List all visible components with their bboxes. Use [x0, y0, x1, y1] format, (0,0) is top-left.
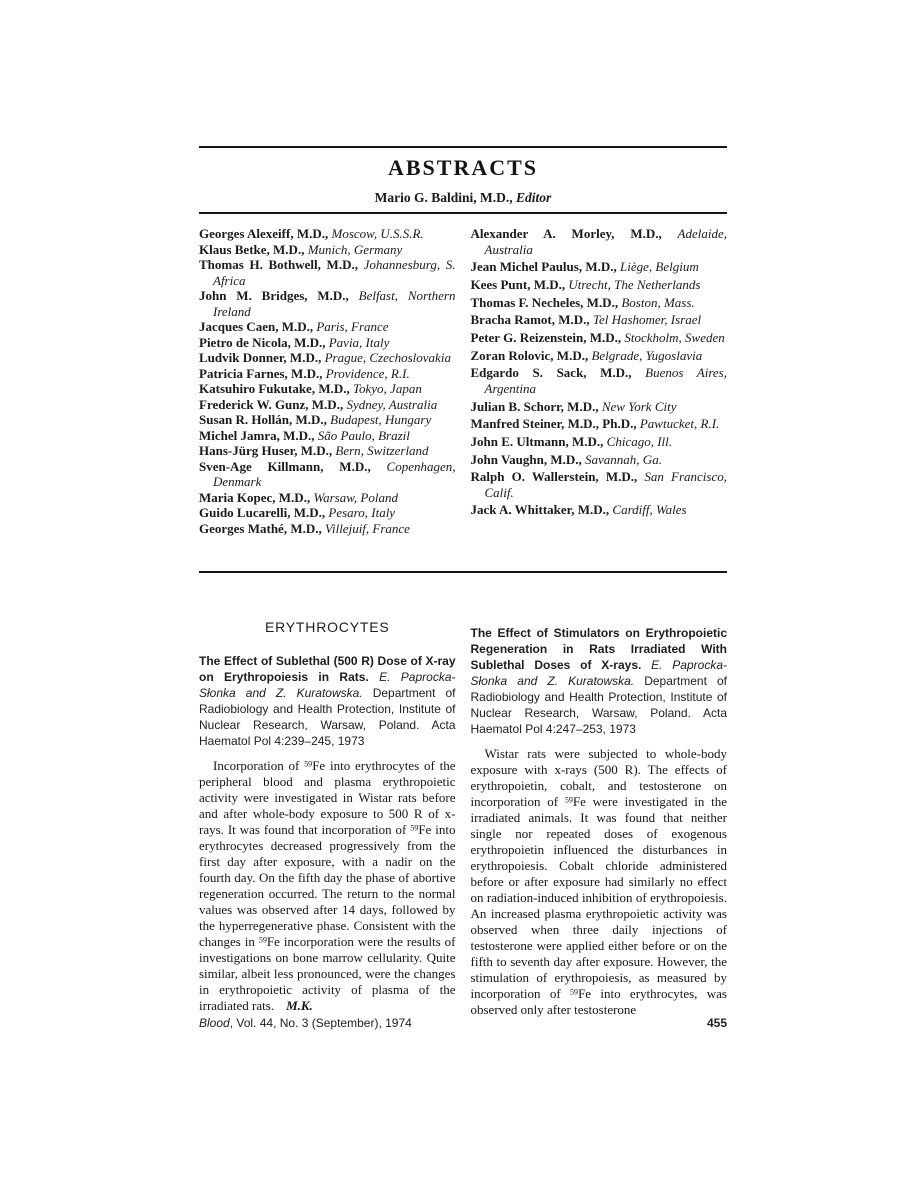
text-segment: 59	[570, 987, 579, 997]
text-segment: 59	[410, 823, 419, 833]
text-segment: M.K.	[286, 998, 313, 1013]
editor-name: Hans-Jürg Huser, M.D.,	[199, 443, 336, 458]
text-segment: , Vol. 44, No. 3 (September), 1974	[229, 1016, 412, 1030]
text-segment: Wistar rats were subjected to whole-body exposure with x-rays (500 R). The effects of erythropoietin, cobalt, and testosterone on incorporation of	[470, 746, 727, 809]
lower-divider	[199, 571, 727, 573]
editor-entry	[471, 452, 728, 468]
editor-location: Chicago, Ill.	[606, 433, 673, 449]
editor-entry	[471, 434, 728, 450]
editor-name: Ralph O. Wallerstein, M.D.,	[470, 469, 645, 485]
editor-location: Sydney, Australia	[346, 396, 438, 412]
editor-name: Maria Kopec, M.D.,	[199, 489, 314, 505]
editor-entry	[471, 312, 728, 328]
editor-name: John E. Ultmann, M.D.,	[470, 433, 607, 449]
editorial-board-left-column	[199, 226, 456, 536]
editor-name: Peter G. Reizenstein, M.D.,	[470, 329, 625, 345]
editor-name: Jack A. Whittaker, M.D.,	[470, 502, 613, 518]
page-number: 455	[706, 1016, 727, 1030]
editor-name: Edgardo S. Sack, M.D.,	[470, 365, 646, 381]
editor-entry	[199, 366, 456, 382]
editor-location: Buenos Aires, Argentina	[484, 365, 727, 396]
editor-entry	[471, 277, 728, 293]
editor-location: Tel Hashomer, Israel	[592, 312, 702, 328]
editor-name: Susan R. Hollán, M.D.,	[199, 412, 331, 427]
abstract-1-body	[199, 758, 456, 1014]
editor-location: New York City	[601, 398, 677, 414]
editor-entry	[199, 459, 456, 490]
editor-name: Guido Lucarelli, M.D.,	[199, 505, 329, 520]
editor-entry	[471, 330, 728, 346]
editor-location: Belgrade, Yugoslavia	[591, 347, 703, 363]
editor-entry	[471, 259, 728, 275]
text-segment: 59	[258, 935, 267, 945]
editor-name: Thomas F. Necheles, M.D.,	[470, 294, 622, 310]
text-segment: E. Paprocka-Słonka and Z. Kuratowska.	[199, 670, 456, 700]
editor-name: Manfred Steiner, M.D., Ph.D.,	[470, 416, 640, 432]
text-segment: 59	[564, 795, 573, 805]
section-heading-erythrocytes: ERYTHROCYTES	[265, 619, 390, 635]
abstract-article-2	[471, 625, 728, 1018]
editor-entry	[471, 502, 728, 518]
editor-entry	[471, 295, 728, 311]
editor-name: Pietro de Nicola, M.D.,	[199, 334, 329, 350]
editor-location: Copenhagen, Denmark	[213, 458, 456, 489]
text-segment: Blood	[199, 1016, 230, 1030]
editor-name: Bracha Ramot, M.D.,	[470, 312, 593, 328]
editor-name: John M. Bridges, M.D.,	[199, 288, 359, 303]
text-segment: Fe into erythrocytes, was observed only after testosterone	[470, 986, 727, 1017]
top-divider	[199, 146, 727, 148]
editor-location: San Francisco, Calif.	[484, 469, 727, 500]
editor-name: Klaus Betke, M.D.,	[199, 241, 308, 257]
editor-entry	[199, 397, 456, 413]
editor-location: Budapest, Hungary	[330, 412, 432, 427]
editor-location: Tokyo, Japan	[352, 381, 422, 396]
editor-name: Michel Jamra, M.D.,	[199, 427, 318, 443]
text-segment: Fe were investigated in the irradiated animals. It was found that neither single nor repeated doses of exogenous erythropoietin influenced the disturbances in erythropoiesis. Cobalt chloride administered before or after exposure had similarly no effect on radiation-induced inhibition of erythropoiesis. An increased plasma erythropoietic activity was observed when three daily injections of testosterone were applied either before or on the fifth to seventh day after exposure. However, the stimulation of erythropoiesis, as measured by incorporation of	[470, 794, 727, 1001]
editor-entry	[199, 490, 456, 506]
editor-location: Prague, Czechoslovakia	[324, 350, 451, 365]
editor-name: Georges Mathé, M.D.,	[199, 520, 325, 536]
editor-entry	[199, 505, 456, 521]
page-title: ABSTRACTS	[387, 155, 539, 180]
editor-location: Boston, Mass.	[621, 294, 695, 310]
editor-entry	[471, 226, 728, 257]
editor-location: São Paulo, Brazil	[317, 427, 410, 443]
text-segment: Fe into erythrocytes of the peripheral blood and plasma erythropoietic activity were investigated in Wistar rats before and after whole-body exposure to 500 R of x-rays. It was found that incorporation of	[199, 758, 456, 837]
editor-entry	[199, 257, 456, 288]
editor-entry	[471, 365, 728, 396]
editor-name: Patricia Farnes, M.D.,	[199, 365, 326, 381]
editor-name: Sven-Age Killmann, M.D.,	[199, 458, 387, 474]
text-segment: Fe incorporation were the results of investigations on bone marrow cellularity. Quite similar, albeit less pronounced, were the changes in erythropoietic activity of plasma of the irradiated rats.	[199, 934, 456, 1013]
abstracts-left-column	[199, 619, 456, 1018]
text-segment: 59	[304, 759, 313, 769]
abstracts-right-column	[471, 619, 728, 1018]
editor-entry	[199, 288, 456, 319]
text-segment: The Effect of Sublethal (500 R) Dose of X-ray on Erythropoiesis in Rats.	[199, 654, 456, 684]
editor-name: Alexander A. Morley, M.D.,	[470, 226, 678, 241]
abstract-1-title	[199, 653, 456, 749]
editor-name: Katsuhiro Fukutake, M.D.,	[199, 381, 353, 396]
editor-entry	[199, 242, 456, 258]
mid-divider	[199, 212, 727, 214]
text-segment: E. Paprocka-Słonka and Z. Kuratowska.	[470, 658, 727, 688]
text-segment: Fe into erythrocytes decreased progressively from the first day after exposure, with a nadir on the fourth day. On the fifth day the phase of abortive regeneration occurred. The return to the normal values was observed after 14 days, followed by the hyperregenerative phase. Consistent with the changes in	[199, 822, 456, 949]
journal-citation	[199, 1016, 412, 1030]
editor-name: Ludvik Donner, M.D.,	[199, 350, 325, 365]
editor-location: Johannesburg, S. Africa	[213, 257, 456, 288]
editor-location: Bern, Switzerland	[335, 443, 429, 458]
editor-name: Georges Alexeiff, M.D.,	[199, 226, 332, 241]
editor-name: Jacques Caen, M.D.,	[199, 319, 317, 334]
editor-location: Belfast, Northern Ireland	[213, 288, 456, 319]
editor-entry	[199, 521, 456, 537]
text-segment: Department of Radiobiology and Health Protection, Institute of Nuclear Research, Warsaw, Poland. Acta Haematol Pol 4:247–253, 1973	[470, 674, 727, 736]
editor-location: Savannah, Ga.	[585, 451, 662, 467]
page-footer	[199, 1016, 727, 1030]
editor-location: Warsaw, Poland	[313, 489, 398, 505]
editor-entry	[199, 319, 456, 335]
editor-byline	[199, 190, 727, 206]
abstract-2-body	[471, 746, 728, 1018]
abstract-2-title	[471, 625, 728, 737]
editor-name: Thomas H. Bothwell, M.D.,	[199, 257, 364, 272]
editor-entry	[199, 412, 456, 428]
editor-name: Frederick W. Gunz, M.D.,	[199, 396, 347, 412]
editor-entry	[199, 335, 456, 351]
editorial-board	[199, 226, 727, 536]
editor-location: Cardiff, Wales	[612, 502, 687, 518]
editor-location: Stockholm, Sweden	[624, 329, 725, 345]
editorial-board-right-column	[471, 226, 728, 536]
editor-entry	[199, 226, 456, 242]
editor-name: Zoran Rolovic, M.D.,	[470, 347, 592, 363]
editor-location: Providence, R.I.	[325, 365, 410, 381]
editor-name: Kees Punt, M.D.,	[470, 276, 569, 292]
editor-location: Pesaro, Italy	[328, 505, 396, 520]
editor-location: Utrecht, The Netherlands	[568, 276, 701, 292]
editor-entry	[471, 399, 728, 415]
abstracts-section	[199, 619, 727, 1018]
editor-name: Jean Michel Paulus, M.D.,	[470, 259, 620, 275]
abstract-article-1	[199, 653, 456, 1014]
editor-location: Pawtucket, R.I.	[639, 416, 720, 432]
editor-location: Adelaide, Australia	[484, 226, 727, 257]
text-segment: Mario G. Baldini, M.D.,	[374, 190, 517, 205]
editor-location: Munich, Germany	[307, 241, 403, 257]
editor-location: Pavia, Italy	[328, 334, 390, 350]
editor-entry	[199, 443, 456, 459]
editor-entry	[471, 469, 728, 500]
editor-entry	[199, 350, 456, 366]
editor-location: Moscow, U.S.S.R.	[331, 226, 424, 241]
editor-entry	[199, 381, 456, 397]
editor-location: Paris, France	[316, 319, 389, 334]
text-segment: The Effect of Stimulators on Erythropoietic Regeneration in Rats Irradiated With Sublethal Doses of X-rays.	[470, 626, 727, 672]
editor-name: Julian B. Schorr, M.D.,	[470, 398, 602, 414]
editor-location: Villejuif, France	[325, 520, 410, 536]
editor-name: John Vaughn, M.D.,	[470, 451, 586, 467]
editor-entry	[471, 416, 728, 432]
text-segment: Editor	[516, 190, 552, 205]
text-segment: Incorporation of	[213, 758, 305, 773]
editor-entry	[199, 428, 456, 444]
text-segment: Department of Radiobiology and Health Protection, Institute of Nuclear Research, Warsaw, Poland. Acta Haematol Pol 4:239–245, 1973	[199, 686, 456, 748]
editor-location: Liège, Belgium	[620, 259, 699, 275]
editor-entry	[471, 348, 728, 364]
